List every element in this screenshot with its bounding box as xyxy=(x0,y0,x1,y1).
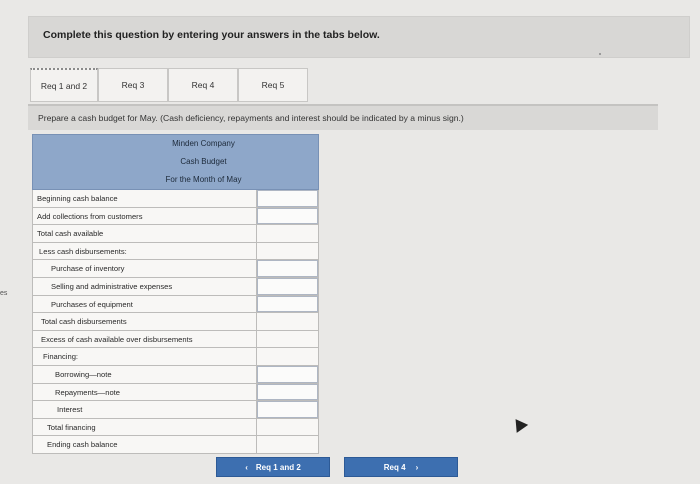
interest-input[interactable] xyxy=(256,401,319,418)
row-label: Ending cash balance xyxy=(47,440,118,450)
tab-req-3[interactable]: Req 3 xyxy=(98,68,168,102)
chevron-left-icon: ‹ xyxy=(245,462,248,472)
row-label: Add collections from customers xyxy=(37,211,143,221)
table-row xyxy=(32,436,319,454)
tab-req-5[interactable]: Req 5 xyxy=(238,68,308,102)
instruction-bar xyxy=(28,104,658,130)
row-label: Excess of cash available over disbursements xyxy=(41,334,193,344)
row-label: Purchase of inventory xyxy=(51,264,125,274)
instruction-text: Prepare a cash budget for May. (Cash deficiency, repayments and interest should be indicated by a minus sign.) xyxy=(38,113,464,123)
disbursements-header-cell xyxy=(256,243,319,260)
table-row xyxy=(32,348,319,366)
table-row xyxy=(32,313,319,331)
row-label: Financing: xyxy=(43,352,79,362)
total-financing-cell xyxy=(256,419,319,436)
tab-req-1-and-2[interactable]: Req 1 and 2 xyxy=(30,68,98,102)
table-row xyxy=(32,331,319,349)
table-row xyxy=(32,190,319,208)
row-label: Borrowing—note xyxy=(55,369,112,379)
tab-req-4[interactable]: Req 4 xyxy=(168,68,238,102)
budget-header xyxy=(32,134,319,190)
excess-cash-cell xyxy=(256,331,319,348)
row-label: Selling and administrative expenses xyxy=(51,281,173,291)
row-label: Total cash available xyxy=(37,229,104,239)
table-row xyxy=(32,419,319,437)
prev-req-button[interactable] xyxy=(216,457,330,477)
row-label: Repayments—note xyxy=(55,387,121,397)
row-label: Interest xyxy=(57,405,83,415)
beginning-cash-input[interactable] xyxy=(256,190,319,207)
question-title: Complete this question by entering your answers in the tabs below. xyxy=(43,29,380,41)
budget-period: For the Month of May xyxy=(165,175,242,184)
row-label: Beginning cash balance xyxy=(37,194,118,203)
table-row xyxy=(32,260,319,278)
repayments-input[interactable] xyxy=(256,384,319,401)
equipment-input[interactable] xyxy=(256,296,319,313)
row-label: Less cash disbursements: xyxy=(39,246,127,256)
left-edge-text: es xyxy=(0,290,8,297)
total-disbursements-cell xyxy=(256,313,319,330)
table-row xyxy=(32,225,319,243)
table-row xyxy=(32,401,319,419)
row-label: Total financing xyxy=(47,422,96,432)
table-row xyxy=(32,208,319,226)
dot-icon xyxy=(599,53,601,55)
table-row xyxy=(32,296,319,314)
budget-title: Cash Budget xyxy=(180,157,227,166)
collections-input[interactable] xyxy=(256,208,319,225)
selling-admin-input[interactable] xyxy=(256,278,319,295)
ending-cash-cell xyxy=(256,436,319,453)
row-label: Purchases of equipment xyxy=(51,299,133,309)
purchase-inventory-input[interactable] xyxy=(256,260,319,277)
prev-button-label: Req 1 and 2 xyxy=(255,462,301,472)
table-row xyxy=(32,243,319,261)
chevron-right-icon: › xyxy=(415,462,419,472)
cash-budget-table xyxy=(32,134,319,454)
row-label: Total cash disbursements xyxy=(41,317,127,327)
next-req-button[interactable] xyxy=(344,457,458,477)
financing-header-cell xyxy=(256,348,319,365)
table-row xyxy=(32,384,319,402)
table-row xyxy=(32,366,319,384)
total-cash-available-cell xyxy=(256,225,319,242)
question-header xyxy=(28,16,690,58)
company-name: Minden Company xyxy=(172,139,235,148)
table-row xyxy=(32,278,319,296)
borrowing-input[interactable] xyxy=(256,366,319,383)
next-button-label: Req 4 xyxy=(383,462,406,472)
